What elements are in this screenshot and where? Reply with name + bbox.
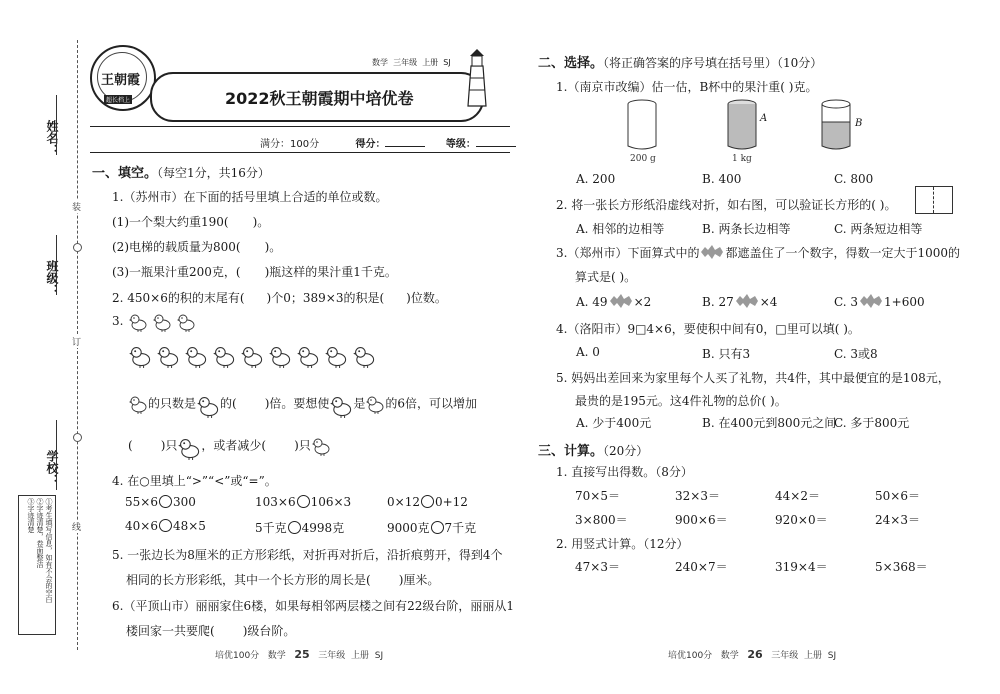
section-1-heading (92, 162, 270, 181)
option-c[interactable]: C. 800 (834, 172, 874, 186)
option-a-tail: ×2 (633, 295, 652, 309)
q1-3-text: (3)一瓶果汁重200克，( (112, 265, 241, 279)
q1-2-text: (2)电梯的载质量为800( (112, 240, 241, 254)
chick-large-icon (329, 394, 353, 414)
choice-question-5-line-2: 最贵的是195元。这4件礼物的总价( )。 (575, 394, 787, 408)
question-3-number: 3. (112, 314, 124, 328)
compare-item (255, 519, 344, 536)
cups-figure (620, 96, 863, 162)
option-c[interactable]: C. 多于800元 (834, 416, 910, 430)
option-b[interactable]: B. 只有3 (702, 347, 751, 361)
score-line (260, 135, 516, 150)
footer-right (668, 648, 836, 661)
question-4: 4. 在○里填上“>”“<”或“=”。 (112, 474, 277, 488)
compare-right: 7千克 (444, 521, 477, 535)
meta-subject: 数学 (372, 58, 388, 67)
splat-icon (608, 294, 634, 308)
splat-icon (699, 245, 725, 259)
footer-edition: SJ (827, 651, 837, 661)
chick-small-icon (365, 394, 385, 414)
oral-calc-row-2 (575, 511, 975, 528)
note-2: ②字迹清楚，卷面整洁 (36, 498, 44, 568)
chick-large-icon (296, 344, 320, 371)
option-a-text: A. 49 (576, 295, 608, 309)
chick-large-icon (128, 344, 152, 371)
name-label: 姓名： (45, 120, 59, 156)
vertical-calc-item: 240×7＝ (675, 560, 728, 574)
section-3-title: 三、计算。 (538, 444, 604, 459)
calc-part-2: 2. 用竖式计算。（12分） (556, 537, 689, 551)
option-b[interactable]: B. 在400元到800元之间 (702, 416, 837, 430)
chick-small-icon (128, 394, 148, 414)
option-b-tail: ×4 (759, 295, 778, 309)
chick-large-icon (268, 344, 292, 371)
meta-edition: SJ (443, 58, 451, 67)
oral-calc-item: 32×3＝ (675, 489, 720, 503)
cup-label-1kg: 1 kg (732, 154, 752, 164)
score-label: 得分： (355, 139, 386, 150)
notes-box (18, 495, 56, 635)
splat-icon (734, 294, 760, 308)
option-a[interactable]: A. 0 (576, 345, 600, 359)
choice-question-2: 2. 将一张长方形纸沿虚线对折，如右图，可以验证长方形的( )。 (556, 198, 897, 212)
school-label: 学校： (45, 450, 59, 486)
footer-volume: 上册 (351, 651, 370, 661)
cut-mark-2: 订 (72, 335, 81, 348)
option-b-text: B. 27 (702, 295, 734, 309)
footer-subject: 数学 (267, 651, 286, 661)
compare-circle[interactable] (288, 521, 301, 534)
q2-text-c: )位数。 (406, 291, 447, 305)
page-number: 25 (294, 648, 310, 661)
binding-sidebar (0, 0, 92, 694)
folded-rectangle-figure (915, 186, 953, 214)
option-c[interactable]: C. 两条短边相等 (834, 222, 923, 236)
hole-1 (73, 243, 82, 252)
compare-right: 106×3 (310, 495, 352, 509)
compare-circle[interactable] (431, 521, 444, 534)
chick-large-icon (196, 394, 220, 414)
compare-left: 103×6 (255, 495, 296, 509)
compare-circle[interactable] (297, 495, 310, 508)
cut-mark-3: 线 (72, 520, 81, 533)
compare-grid (125, 495, 505, 535)
chick-small-icon (311, 436, 331, 456)
compare-circle[interactable] (421, 495, 434, 508)
section-3-heading (538, 440, 648, 459)
grade-field[interactable] (476, 146, 516, 147)
oral-calc-item: 44×2＝ (775, 489, 820, 503)
footer-subject: 数学 (720, 651, 739, 661)
note-3: ③字迹清楚 (27, 498, 35, 533)
q3-text-2: 的( (220, 396, 237, 411)
page-number: 26 (747, 648, 763, 661)
chick-small-icon (176, 312, 196, 335)
class-field[interactable] (56, 235, 57, 295)
q1-3-close: )瓶这样的果汁重1千克。 (264, 265, 397, 279)
q3-text-5: 的6倍，可以增加 (385, 396, 478, 411)
q1-1-text: (1)一个梨大约重190( (112, 215, 229, 229)
footer-volume: 上册 (804, 651, 823, 661)
compare-left: 55×6 (125, 495, 158, 509)
oral-calc-item: 900×6＝ (675, 513, 728, 527)
footer-grade: 三年级 (771, 651, 799, 661)
option-c[interactable]: C. 3或8 (834, 347, 878, 361)
chick-large-icon (156, 344, 180, 371)
cup-label-200g: 200 g (630, 154, 656, 164)
option-c-text: C. 3 (834, 295, 859, 309)
choice-question-3-line-2: 算式是( )。 (575, 270, 637, 284)
calc-part-1: 1. 直接写出得数。（8分） (556, 465, 693, 479)
oral-calc-item: 24×3＝ (875, 513, 920, 527)
chicks-large-row (128, 344, 388, 368)
chick-large-icon (177, 436, 201, 456)
vertical-calc-item: 47×3＝ (575, 560, 620, 574)
section-3-note: （20分） (603, 444, 649, 458)
page-title: 2022秋王朝霞期中培优卷 (225, 89, 414, 108)
class-label: 班级： (45, 260, 59, 296)
q5-text: 相同的长方形彩纸，其中一个长方形的周长是( (126, 573, 371, 587)
compare-circle[interactable] (159, 519, 172, 532)
footer-edition: SJ (374, 651, 384, 661)
logo (90, 45, 156, 111)
compare-right: 0+12 (434, 495, 468, 509)
oral-calc-row-1 (575, 487, 975, 504)
q3-text-a: 3.（郑州市）下面算式中的 (556, 246, 700, 260)
name-field[interactable] (56, 95, 57, 155)
chick-large-icon (352, 344, 376, 371)
compare-left: 40×6 (125, 519, 158, 533)
q3-text-7: )只 (160, 438, 178, 453)
q3-text-3: )倍。要想使 (264, 396, 330, 411)
chick-large-icon (184, 344, 208, 371)
q6-text: 楼回家一共要爬( (126, 624, 215, 638)
cut-mark-1: 装 (72, 200, 81, 213)
splat-icon (858, 294, 884, 308)
footer-brand: 培优100分 (668, 651, 713, 661)
chicks-small-row (128, 312, 208, 334)
meta-grade: 三年级 (393, 58, 418, 67)
question-1-3 (112, 263, 397, 280)
compare-item (255, 495, 351, 509)
vertical-calc-item: 319×4＝ (775, 560, 828, 574)
q3-text-9: )只 (294, 438, 311, 453)
cup-empty (628, 100, 656, 149)
option-a[interactable]: A. 少于400元 (576, 416, 652, 430)
cup-letter-b: B (855, 118, 863, 129)
question-3-line-2 (128, 436, 331, 456)
choice-question-1: 1.（南京市改编）估一估，B杯中的果汁重( )克。 (556, 80, 818, 94)
q3-text-b: 都遮盖住了一个数字，得数一定大于1000的 (725, 246, 960, 260)
option-b[interactable]: B. 两条长边相等 (702, 222, 791, 236)
q3-text-1: 的只数是 (148, 396, 197, 411)
footer-brand: 培优100分 (215, 651, 260, 661)
q5-close: )厘米。 (398, 573, 440, 587)
q2-text-b: )个0；389×3的积是( (266, 291, 385, 305)
compare-right: 48×5 (172, 519, 206, 533)
section-2-title: 二、选择。 (538, 56, 604, 71)
vertical-calc-row (575, 558, 975, 575)
compare-item (125, 519, 206, 533)
logo-text: 王朝霞 (101, 73, 141, 88)
option-a[interactable]: A. 200 (576, 172, 616, 186)
option-a[interactable] (576, 294, 651, 309)
compare-right: 300 (172, 495, 196, 509)
header-rule-2 (90, 152, 510, 153)
header-rule (90, 126, 510, 127)
question-3-line-1 (128, 394, 477, 414)
lighthouse-icon (460, 48, 494, 110)
q3-text-6: ( (128, 438, 133, 453)
oral-calc-item: 70×5＝ (575, 489, 620, 503)
cup-letter-a: A (760, 113, 768, 124)
chick-large-icon (240, 344, 264, 371)
cup-full-a (728, 100, 756, 149)
compare-left: 0×12 (387, 495, 420, 509)
question-6-line-1: 6.（平顶山市）丽丽家住6楼，如果每相邻两层楼之间有22级台阶，丽丽从1 (112, 599, 514, 613)
q2-text-a: 2. 450×6的积的末尾有( (112, 291, 245, 305)
school-field[interactable] (56, 420, 57, 490)
choice-question-5-line-1: 5. 妈妈出差回来为家里每个人买了礼物，共4件，其中最便宜的是108元， (556, 371, 950, 385)
compare-right: 4998克 (301, 521, 345, 535)
q3-text-8: ，或者减少( (201, 438, 267, 453)
section-2-heading (538, 52, 822, 71)
question-2 (112, 289, 447, 306)
question-5-line-1: 5. 一张边长为8厘米的正方形彩纸，对折再对折后，沿折痕剪开，得到4个 (112, 548, 503, 562)
q1-2-close: )。 (264, 240, 282, 254)
question-1-2 (112, 238, 281, 255)
oral-calc-item: 50×6＝ (875, 489, 920, 503)
compare-item (387, 519, 476, 536)
oral-calc-item: 920×0＝ (775, 513, 828, 527)
choice-question-4: 4.（洛阳市）9□4×6，要使积中间有0，□里可以填( )。 (556, 322, 860, 336)
footer-left (215, 648, 383, 661)
section-1-note: （每空1分，共16分） (157, 166, 270, 180)
chick-small-icon (128, 312, 148, 335)
fold-line (933, 187, 934, 213)
logo-sub: 超长档上 (106, 97, 131, 104)
grade-label: 等级： (445, 139, 476, 150)
compare-left: 9000克 (387, 521, 430, 535)
cup-half-b (822, 100, 850, 149)
footer-grade: 三年级 (318, 651, 346, 661)
option-a[interactable]: A. 相邻的边相等 (576, 222, 665, 236)
score-field[interactable] (385, 146, 425, 147)
option-c[interactable] (834, 294, 925, 309)
hole-2 (73, 433, 82, 442)
oral-calc-item: 3×800＝ (575, 513, 628, 527)
compare-left: 5千克 (255, 521, 287, 535)
question-1-1 (112, 213, 269, 230)
question-5-line-2 (126, 571, 439, 588)
option-b[interactable] (702, 294, 777, 309)
compare-item (125, 495, 196, 509)
option-b[interactable]: B. 400 (702, 172, 742, 186)
q3-text-4: 是 (353, 396, 366, 411)
q1-1-close: )。 (252, 215, 270, 229)
compare-item (387, 495, 468, 509)
full-score: 满分：100分 (260, 139, 320, 150)
section-1-title: 一、填空。 (92, 166, 158, 181)
choice-question-3 (556, 244, 960, 261)
compare-circle[interactable] (159, 495, 172, 508)
chick-large-icon (324, 344, 348, 371)
vertical-calc-item: 5×368＝ (875, 560, 928, 574)
chick-small-icon (152, 312, 172, 335)
meta-volume: 上册 (422, 58, 439, 67)
q6-close: )级台阶。 (242, 624, 296, 638)
note-1: ①考生填写信息，如有不会的空白 (45, 498, 53, 603)
section-2-note: （将正确答案的序号填在括号里）（10分） (603, 56, 823, 70)
header-meta (372, 57, 451, 68)
chick-large-icon (212, 344, 236, 371)
question-1: 1.（苏州市）在下面的括号里填上合适的单位或数。 (112, 190, 388, 204)
option-c-tail: 1+600 (884, 295, 925, 309)
question-6-line-2 (126, 622, 295, 639)
